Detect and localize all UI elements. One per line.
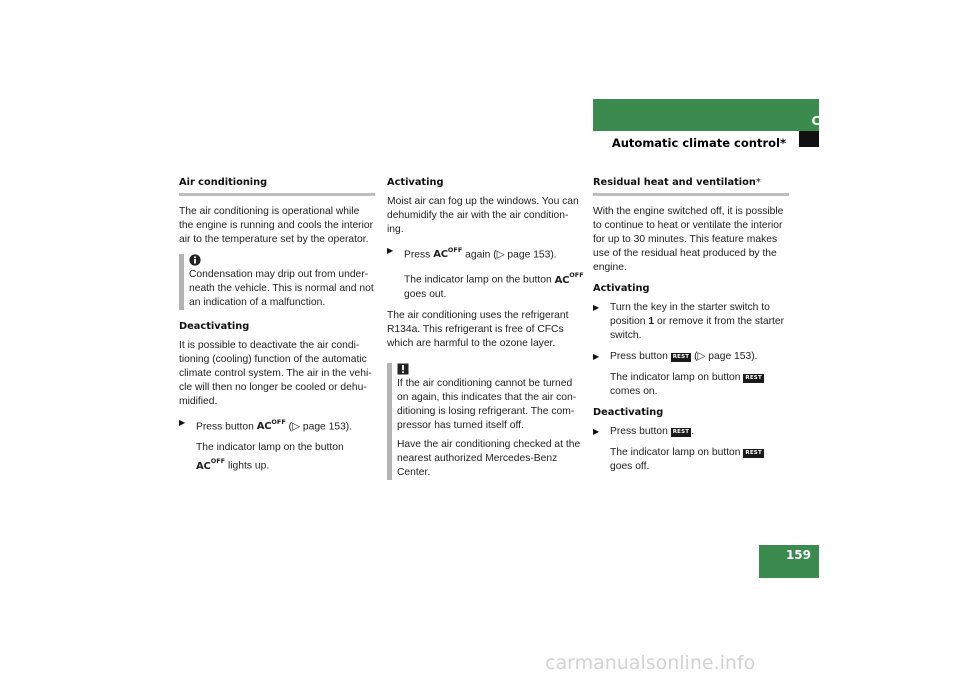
- note-bar: [387, 363, 392, 480]
- section-title-air-conditioning: Air conditioning: [179, 176, 375, 196]
- ac-off-button-symbol: [196, 457, 226, 472]
- off-label: OFF: [447, 246, 463, 254]
- note-bar: [179, 254, 184, 310]
- section-title-residual-heat: [593, 176, 789, 196]
- triangle-right-icon: ▶: [387, 246, 394, 255]
- column-residual-heat: [593, 176, 789, 481]
- page-number: 159: [785, 548, 811, 562]
- step-result: [593, 446, 789, 474]
- page-reference: (▷ page 153).: [694, 351, 758, 362]
- column-air-conditioning: [179, 176, 375, 481]
- subheading-activating: Activating: [387, 177, 444, 188]
- ac-off-button-symbol: [554, 271, 584, 286]
- step-text: .: [691, 426, 695, 437]
- step-text: Press button: [610, 351, 668, 362]
- result-text: The indicator lamp on the button: [196, 442, 344, 454]
- subheading-activating: Activating: [593, 283, 650, 294]
- warning-note: [387, 363, 585, 480]
- paragraph-deactivating: It is possible to deactivate the air condi-tioning (cooling) function of the automatic climate control system. The air in the vehi-cle will then no longer be cooled or dehu-midified.: [179, 340, 372, 407]
- paragraph-intro: The air conditioning is operational while the engine is running and cools the interior air to the temperature set by the operator.: [179, 206, 374, 245]
- page-reference: (▷ page 153).: [288, 421, 353, 433]
- step-press-rest-off: [593, 425, 789, 439]
- triangle-right-icon: ▶: [593, 352, 600, 361]
- step-result: [387, 269, 585, 301]
- optional-mark: *: [755, 177, 761, 188]
- off-label: OFF: [569, 271, 584, 280]
- warning-text-2: Have the air conditioning checked at the nearest authorized Mercedes-Benz Center.: [397, 438, 581, 478]
- paragraph-refrigerant: The air conditioning uses the refrigerant R134a. This refrigerant is free of CFCs which are harmful to the ozone layer.: [387, 309, 569, 349]
- rest-button-symbol: REST: [672, 354, 690, 360]
- result-text: The indicator lamp on the button: [404, 274, 552, 286]
- subheading-deactivating: Deactivating: [179, 321, 250, 332]
- note-text: Condensation may drip out from under-neath the vehicle. This is normal and not an indication of a malfunction.: [189, 269, 374, 308]
- column-activating: [387, 176, 585, 490]
- rest-button-symbol: REST: [745, 450, 762, 456]
- header-marker: [799, 131, 819, 147]
- ac-label: AC: [196, 460, 211, 472]
- info-icon: [189, 254, 201, 266]
- triangle-right-icon: ▶: [593, 427, 600, 436]
- rest-button-symbol: REST: [672, 429, 690, 435]
- ac-off-button-symbol: [433, 246, 463, 261]
- rest-button-symbol: REST: [745, 375, 762, 381]
- off-label: OFF: [210, 457, 226, 466]
- ac-label: AC: [433, 249, 448, 261]
- result-text: The indicator lamp on button: [610, 447, 741, 458]
- title-text: Residual heat and ventilation: [593, 177, 756, 188]
- paragraph-residual-intro: With the engine switched off, it is possible to continue to heat or ventilate the interior for up to 30 minutes. This feature makes use of the residual heat produced by the engine.: [593, 206, 784, 273]
- step-press-ac-off: [179, 416, 375, 434]
- triangle-right-icon: ▶: [593, 303, 600, 312]
- section-subtitle: Automatic climate control*: [611, 136, 786, 150]
- result-text: goes off.: [610, 461, 650, 472]
- step-turn-key: [593, 301, 789, 343]
- off-label: OFF: [271, 418, 286, 426]
- paragraph-activating: Moist air can fog up the windows. You can dehumidify the air with the air condition-ing.: [387, 196, 579, 235]
- ac-label: AC: [256, 421, 272, 433]
- triangle-right-icon: ▶: [179, 418, 186, 427]
- step-text: or remove it from the starter switch.: [610, 316, 785, 341]
- ac-off-button-symbol: [256, 418, 286, 433]
- chapter-title: Controls in detail: [811, 114, 928, 128]
- step-press-ac-off-again: [387, 244, 585, 262]
- result-text: comes on.: [610, 386, 658, 397]
- step-text: Press: [404, 249, 431, 261]
- result-text: The indicator lamp on button: [610, 372, 741, 383]
- warning-icon: [397, 363, 409, 375]
- ac-label: AC: [554, 274, 570, 286]
- step-result: [179, 441, 375, 473]
- info-note: [179, 254, 375, 310]
- result-text: lights up.: [227, 460, 270, 472]
- header-band: [593, 99, 819, 131]
- step-text: Press button: [196, 421, 254, 433]
- watermark: carmanualsonline.info: [545, 652, 756, 674]
- warning-text-1: If the air conditioning cannot be turned on again, this indicates that the air con-ditioning is losing refrigerant. The com-pressor has turned itself off.: [397, 377, 577, 431]
- page-reference: again (▷ page 153).: [465, 249, 557, 261]
- step-press-rest: [593, 350, 789, 364]
- key-position: 1: [648, 316, 655, 327]
- subheading-deactivating: Deactivating: [593, 407, 664, 418]
- result-text: goes out.: [404, 288, 447, 300]
- step-text: Turn the key in the starter switch to position: [610, 302, 770, 327]
- step-text: Press button: [610, 426, 668, 437]
- step-result: [593, 371, 789, 399]
